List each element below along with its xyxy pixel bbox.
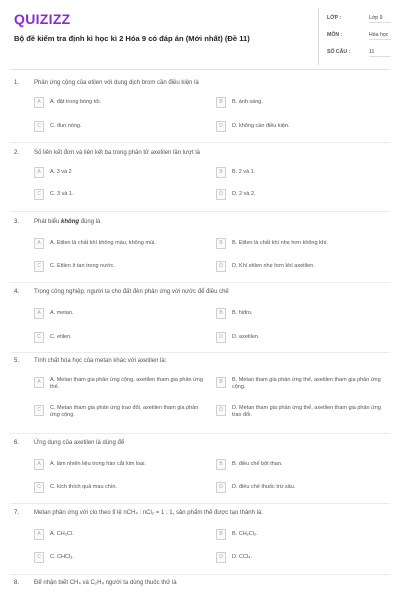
option-text: B. ánh sáng.	[232, 99, 263, 105]
meta-class-key: LỚP :	[327, 15, 342, 21]
question-text-before: Phát biểu	[34, 219, 62, 225]
option-d[interactable]	[216, 482, 391, 493]
option-text: B. điều chế bột than.	[232, 461, 283, 467]
meta-subject-value: Hóa học	[369, 32, 389, 38]
option-letter-box: A	[34, 459, 44, 470]
option-letter-box: B	[216, 529, 226, 540]
option-letter-box: A	[34, 529, 44, 540]
option-letter-box: D	[216, 405, 226, 416]
option-text: C. 3 và 1.	[50, 191, 74, 197]
question-number: 2.	[14, 150, 20, 156]
question-divider	[10, 352, 390, 353]
question-text	[34, 219, 100, 225]
option-d[interactable]	[216, 189, 391, 200]
question-number: 8.	[14, 580, 20, 586]
option-text: B. CH₂Cl₂.	[232, 531, 258, 537]
option-c[interactable]	[34, 552, 209, 563]
option-b[interactable]	[216, 97, 391, 108]
option-d[interactable]	[216, 261, 391, 272]
option-text: D. điều chế thuốc trừ sâu.	[232, 484, 296, 490]
option-b[interactable]	[216, 459, 391, 470]
option-c[interactable]	[34, 121, 209, 132]
option-text: A. Etilen là chất khí không màu, không mùi.	[50, 240, 156, 246]
option-text: C. CHCl₃.	[50, 554, 74, 560]
option-letter-box: A	[34, 97, 44, 108]
option-b[interactable]	[216, 238, 391, 249]
option-text: D. không cần điều kiện.	[232, 123, 290, 129]
option-b[interactable]	[216, 167, 391, 178]
option-a[interactable]	[34, 459, 209, 470]
option-c[interactable]	[34, 405, 209, 423]
option-letter-box: A	[34, 238, 44, 249]
question-text: Phản ứng cộng của etilen với dung dịch brom cần điều kiện là	[34, 80, 199, 86]
question-divider	[10, 142, 390, 143]
option-text: A. Metan tham gia phản ứng cộng, axetilen tham gia phản ứng thế.	[50, 377, 203, 390]
option-text: C. Metan tham gia phản ứng trao đổi, axetilen tham gia phản ứng cộng.	[50, 405, 199, 418]
option-text: D. CCl₄.	[232, 554, 252, 560]
option-text: C. kích thích quả mau chín.	[50, 484, 117, 490]
quizizz-logo: QUIZIZZ	[14, 11, 71, 27]
option-b[interactable]	[216, 308, 391, 319]
option-a[interactable]	[34, 167, 209, 178]
option-d[interactable]	[216, 332, 391, 343]
option-a[interactable]	[34, 377, 209, 395]
option-letter-box: B	[216, 377, 226, 388]
option-c[interactable]	[34, 482, 209, 493]
option-c[interactable]	[34, 261, 209, 272]
option-text: A. metan.	[50, 310, 74, 316]
meta-class-value: Lớp 9	[369, 15, 383, 21]
option-letter-box: B	[216, 97, 226, 108]
question-text: Tính chất hóa học của metan khác với axetilen là:	[34, 358, 167, 364]
option-b[interactable]	[216, 529, 391, 540]
option-text: B. hiđro.	[232, 310, 253, 316]
option-text: C. Etilen ít tan trong nước.	[50, 263, 115, 269]
option-letter-box: D	[216, 121, 226, 132]
option-text: A. làm nhiên liệu trong hàn cắt kim loại.	[50, 461, 146, 467]
question-number: 3.	[14, 219, 20, 225]
question-divider	[10, 211, 390, 212]
header	[0, 0, 400, 69]
question-text: Để nhận biết CH₄ và C₂H₄ người ta dùng thuốc thử là	[34, 580, 177, 586]
option-a[interactable]	[34, 529, 209, 540]
option-letter-box: C	[34, 261, 44, 272]
question-text: Số liên kết đơn và liên kết ba trong phân tử axetilen lần lượt là	[34, 150, 200, 156]
option-text: B. Etilen là chất khí nhẹ hơn không khí.	[232, 240, 328, 246]
option-d[interactable]	[216, 405, 391, 423]
option-letter-box: D	[216, 482, 226, 493]
option-text: A. đặt trong bóng tối.	[50, 99, 102, 105]
option-text: D. Khí etilen nhẹ hơn khí axetilen.	[232, 263, 315, 269]
question-number: 4.	[14, 289, 20, 295]
option-letter-box: C	[34, 189, 44, 200]
option-a[interactable]	[34, 238, 209, 249]
option-letter-box: D	[216, 189, 226, 200]
option-letter-box: D	[216, 332, 226, 343]
option-c[interactable]	[34, 189, 209, 200]
meta-subject-key: MÔN :	[327, 32, 343, 38]
question-text: Trong công nghiệp, người ta cho đất đèn phản ứng với nước để điều chế	[34, 289, 229, 295]
option-text: A. CH₃Cl.	[50, 531, 74, 537]
meta-count-key: SỐ CÂU :	[327, 49, 351, 55]
option-text: D. Metan tham gia phản ứng thế, axetilen tham gia phản ứng trao đổi.	[232, 405, 381, 418]
option-text: C. etilen.	[50, 334, 72, 340]
meta-divider	[369, 39, 391, 40]
option-d[interactable]	[216, 552, 391, 563]
option-d[interactable]	[216, 121, 391, 132]
question-divider	[10, 574, 390, 575]
meta-divider	[369, 22, 391, 23]
option-letter-box: A	[34, 308, 44, 319]
option-letter-box: B	[216, 459, 226, 470]
option-text: C. đun nóng.	[50, 123, 82, 129]
option-letter-box: C	[34, 482, 44, 493]
option-letter-box: A	[34, 377, 44, 388]
option-letter-box: D	[216, 261, 226, 272]
option-c[interactable]	[34, 332, 209, 343]
option-letter-box: C	[34, 552, 44, 563]
option-letter-box: C	[34, 405, 44, 416]
question-number: 5.	[14, 358, 20, 364]
question-number: 7.	[14, 510, 20, 516]
option-letter-box: D	[216, 552, 226, 563]
option-text: B. Metan tham gia phản ứng thế, axetilen tham gia phản ứng cộng.	[232, 377, 381, 390]
option-a[interactable]	[34, 97, 209, 108]
question-number: 6.	[14, 440, 20, 446]
option-text: D. axetilen.	[232, 334, 260, 340]
option-letter-box: B	[216, 238, 226, 249]
question-number: 1.	[14, 80, 20, 86]
question-divider	[10, 503, 390, 504]
page-title: Bộ đề kiểm tra định kì học kì 2 Hóa 9 có đáp án (Mới nhất) (Đề 11)	[14, 34, 250, 43]
question-text: Ứng dụng của axetilen là dùng để	[34, 440, 125, 446]
option-text: A. 3 và 2	[50, 169, 72, 175]
option-letter-box: C	[34, 332, 44, 343]
option-letter-box: C	[34, 121, 44, 132]
meta-panel	[318, 8, 395, 65]
option-letter-box: A	[34, 167, 44, 178]
meta-count-value: 11	[369, 49, 375, 55]
question-divider	[10, 433, 390, 434]
question-text: Metan phản ứng với clo theo tỉ lệ nCH₄ : nCl₂ = 1 : 1, sản phẩm thế được tạo thành là:	[34, 510, 263, 516]
question-text-emphasis: không	[61, 219, 80, 225]
option-text: B. 2 và 1.	[232, 169, 256, 175]
option-a[interactable]	[34, 308, 209, 319]
option-letter-box: B	[216, 308, 226, 319]
question-divider	[10, 282, 390, 283]
meta-divider	[369, 56, 391, 57]
header-divider	[10, 69, 390, 70]
option-letter-box: B	[216, 167, 226, 178]
question-text-after: đúng là	[79, 219, 101, 225]
option-b[interactable]	[216, 377, 391, 395]
option-text: D. 2 và 2.	[232, 191, 256, 197]
